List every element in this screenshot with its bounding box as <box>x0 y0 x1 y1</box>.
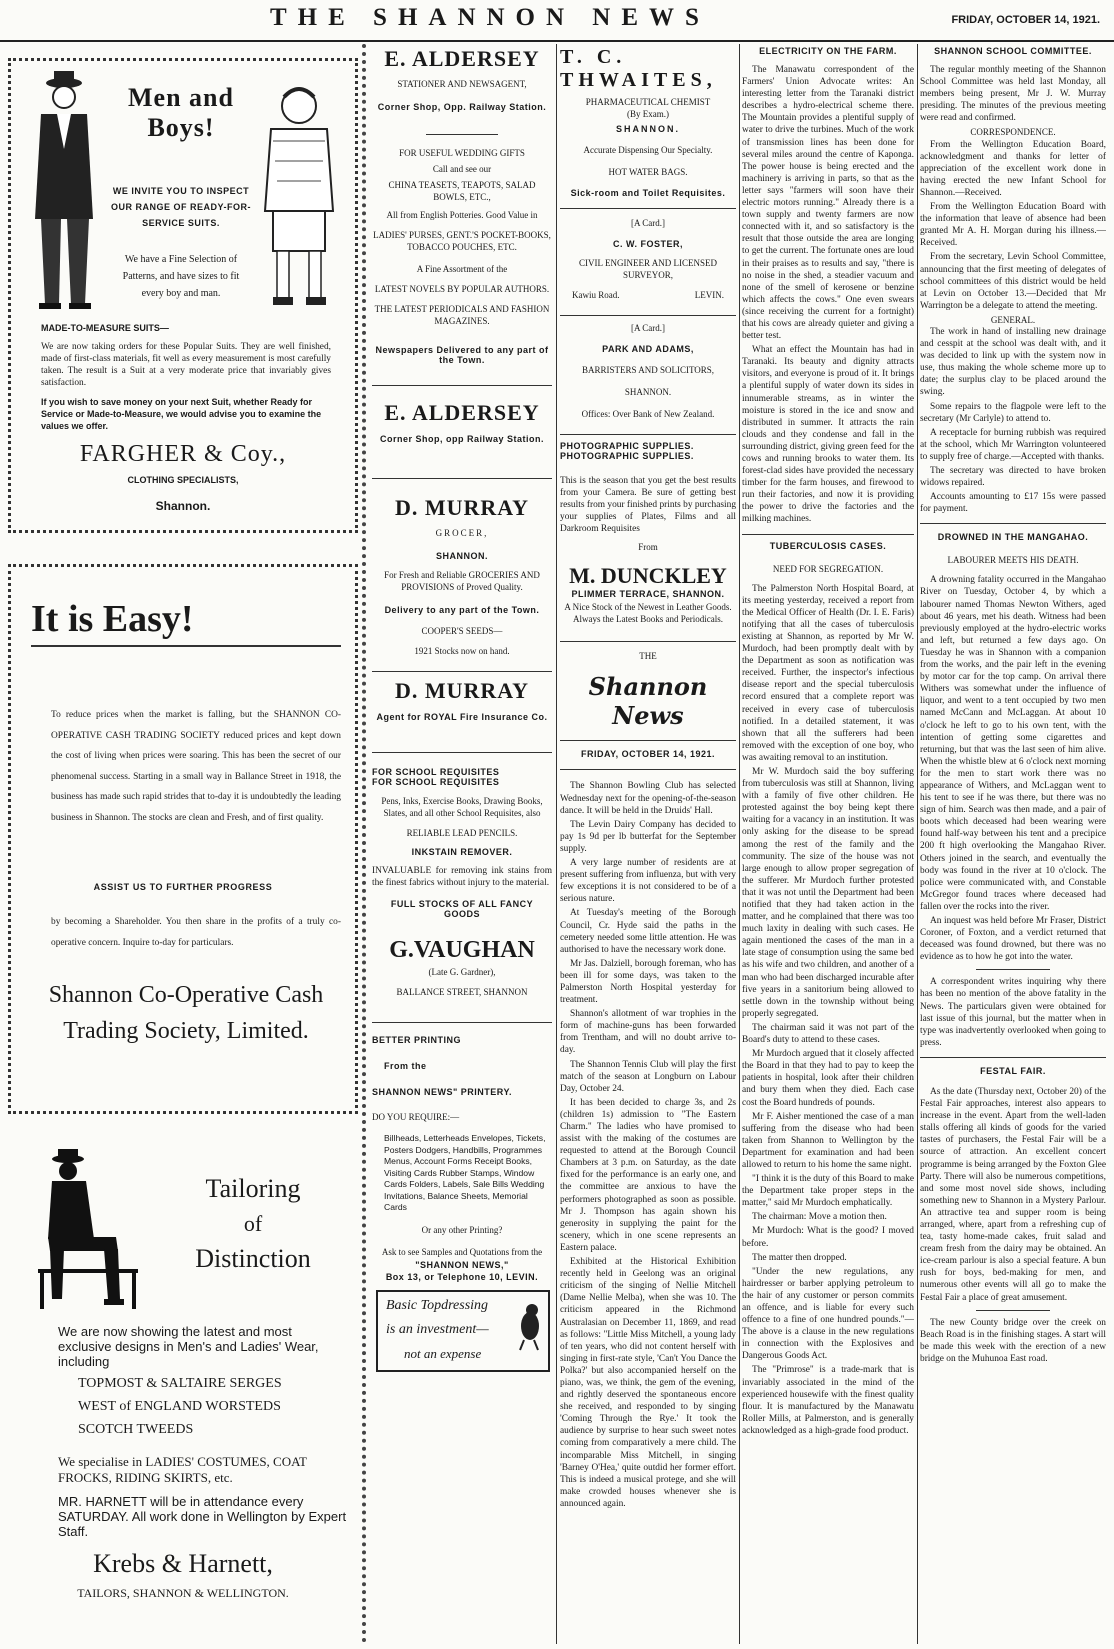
news-item: The Levin Dairy Company has decided to pay 1s 9d per lb butterfat for the September supply. <box>560 819 736 854</box>
festal-article <box>920 1086 1106 1365</box>
krebs-sub: TAILORS, SHANNON & WELLINGTON. <box>77 1586 289 1600</box>
aldersey-address-2: Corner Shop, opp Railway Station. <box>379 434 544 444</box>
photo-heading-1: PHOTOGRAPHIC SUPPLIES. <box>560 441 694 451</box>
seated-man-silhouette-icon <box>28 1149 148 1314</box>
barristers: BARRISTERS AND SOLICITORS, <box>581 365 715 375</box>
flag-the: THE <box>639 651 657 662</box>
krebs-name: Krebs & Harnett, <box>93 1549 273 1578</box>
article-paragraph: The new County bridge over the creek on Beach Road is in the finishing stages. A start will be made this week with the erection of a new bridge on the Muhunoa East road. <box>920 1317 1106 1364</box>
box-telephone: Box 13, or Telephone 10, LEVIN. <box>385 1271 539 1282</box>
dunckley-address: PLIMMER TERRACE, SHANNON. <box>571 589 725 600</box>
boy-figure-icon <box>251 81 346 311</box>
thwaites-hot: HOT WATER BAGS. <box>608 167 688 177</box>
school-req-body: Pens, Inks, Exercise Books, Drawing Books, Slates, and all other School Requisites, also <box>381 796 543 818</box>
fargher-town: Shannon. <box>155 499 211 513</box>
photo-from: From <box>638 542 658 553</box>
novels-line: LATEST NOVELS BY POPULAR AUTHORS. <box>374 284 550 294</box>
column-divider <box>362 44 370 1644</box>
krebs-line-3: SCOTCH TWEEDS <box>78 1422 194 1437</box>
article-paragraph: The matter then dropped. <box>752 1252 847 1263</box>
article-paragraph: "Under the new regulations, any hairdresser or barber applying petroleum to the hair of any customer or person commits an offence, and is liable for every such offence to a fine of one hundred pounds."—The above is a clause in the new regulations in connection with the Explosives and Dangerous Goods Act. <box>742 1266 914 1362</box>
require-heading: DO YOU REQUIRE:— <box>372 1112 460 1123</box>
park-offices: Offices: Over Bank of New Zealand. <box>581 409 715 419</box>
coop-assist-body: by becoming a Shareholder. You then share in the profits of a truly co-operative concern. Inquire to-day for particulars. <box>51 917 341 948</box>
coop-title: It is Easy! <box>31 598 194 640</box>
murray-delivery: Delivery to any part of the Town. <box>384 605 540 615</box>
article-paragraph: The work in hand of installing new drainage and cesspit at the school was dealt with, and it was decided to link up with the system now in use, thus making the whole scheme more up to date; the surplus clay to be placed around the swing. <box>920 326 1106 398</box>
electricity-heading: ELECTRICITY ON THE FARM. <box>759 46 897 56</box>
electricity-article <box>742 64 914 526</box>
article-paragraph: As the date (Thursday next, October 20) of the Festal Fair approaches, interest also appears to increase in the event. Apart from the well-laden stalls offering all kinds of goods for the varied tastes of purchasers, the Festal Fair will be a source of attraction. An excellent concert programme is being arranged by the Foxton Glee Party. There will also be numerous competitions, and some most novel side shows, including something new to Shannon in a Mystery Parlour. An attractive tea and supper room is being arranged, where, apart from a refreshing cup of tea, tasty home-made cakes, fruit salad and cream fresh from the dairy may be obtained. An ice-cream parlour is also a special feature. A bun rush for boys, bed-making for men, and numerous other events will all go to make the Festal Fair a place of great amusement. <box>920 1086 1106 1303</box>
murray-name-2: D. MURRAY <box>394 678 530 703</box>
murray-seeds: COOPER'S SEEDS— <box>421 626 503 636</box>
topdressing-line-1: Basic Topdressing <box>386 1297 489 1313</box>
vaughan-sub: (Late G. Gardner), <box>428 967 496 978</box>
school-committee-heading: SHANNON SCHOOL COMMITTEE. <box>934 46 1092 56</box>
article-paragraph: A correspondent writes inquiring why there has been no mention of the above fatality in the News. The particulars given were obtained for last issue of this journal, but the matter when in type was inadvertently overlooked when going to press. <box>920 977 1106 1048</box>
rule <box>920 523 1106 524</box>
krebs-t1: Tailoring <box>205 1174 301 1203</box>
gifts-heading: FOR USEFUL WEDDING GIFTS <box>399 148 525 158</box>
card-label: [A Card.] <box>631 218 665 228</box>
papers-delivered: Newspapers Delivered to any part of the Town. <box>375 345 549 365</box>
fargher-mtm-heading: MADE-TO-MEASURE SUITS— <box>41 323 169 333</box>
fargher-invite: WE INVITE YOU TO INSPECT OUR RANGE OF READY-FOR-SERVICE SUITS. <box>111 186 252 228</box>
aldersey-address: Corner Shop, Opp. Railway Station. <box>377 102 547 112</box>
article-paragraph: A drowning fatality occurred in the Mangahao River on Tuesday, October 4, by which a labourer named Thomas Newton Withers, aged about 46 years, met his death. Witness had been previously employed at the hydro-electric works and left, but returned a few days ago. On Tuesday he was in Shannon with a companion from the works, and the pair left in the evening by motor car for the top camp. On arrival there Withers was somewhat under the influence of liquor, and went to a tent occupied by two men named McCann and McLaggan. At about 10 o'clock he left to go to his own tent, with the intention of getting some cigarettes and returning, but that was the last seen of him alive. When the whistle blew at 6 o'clock next morning for the men to start work there was no appearance of Withers, and McLaggan went to his tent to see if he was there, but there was no sign of him. Search was then made, and a pair of boots which deceased had been wearing were found half-way between his tent and a precipice 200 ft high overlooking the Mangahao River. Others joined in the search, and eventually the body was found in the river at 10 o'clock. The police were communicated with, and Constable McGregor found traces where deceased had fallen over the rocks into the river. <box>920 575 1106 912</box>
news-item: The Shannon Bowling Club has selected Wednesday next for the opening-of-the-season dance. It will be held in the Druids' Hall. <box>560 781 736 816</box>
school-req-2: FOR SCHOOL REQUISITES <box>372 777 500 787</box>
ask-samples: Ask to see Samples and Quotations from the <box>381 1246 543 1257</box>
rule <box>560 208 736 209</box>
topdressing-line-3: not an expense <box>404 1345 482 1361</box>
article-paragraph: A receptacle for burning rubbish was required at the school, which Mr Warrington volunteered to supply free of charge.—Accepted with thanks. <box>920 427 1106 462</box>
thwaites-name: T. C. THWAITES, <box>560 46 717 91</box>
china-line: CHINA TEASETS, TEAPOTS, SALAD BOWLS, ETC., <box>388 180 536 202</box>
column-divider <box>917 44 918 1644</box>
tuberculosis-heading: TUBERCULOSIS CASES. <box>769 540 887 551</box>
article-paragraph: An inquest was held before Mr Fraser, District Coroner, of Foxton, and a verdict returned that deceased was found drowned, but there was no evidence as to how he got into the water. <box>920 916 1106 963</box>
news-item: The Shannon Tennis Club will play the first match of the season at Longburn on Labour Day, October 24. <box>560 1059 736 1094</box>
rule <box>560 315 736 316</box>
fargher-name: FARGHER & Coy., <box>79 441 287 467</box>
drowned-article <box>920 574 1106 1049</box>
coop-name: Shannon Co-Operative Cash Trading Society, Limited. <box>48 982 324 1044</box>
purses-line: LADIES' PURSES, GENT.'S POCKET-BOOKS, TOBACCO POUCHES, ETC. <box>373 230 551 252</box>
flag-title: Shannon News <box>588 672 708 731</box>
thwaites-sick: Sick-room and Toilet Requisites. <box>570 188 726 198</box>
masthead <box>0 0 1114 42</box>
fargher-mtm-body: We are now taking orders for these Popular Suits. They are well finished, made of first-class materials, fit well as every measurement is most carefully taken. The result is a Suit at a very moderate price that invariably gives satisfaction. <box>41 342 331 389</box>
fargher-ad <box>8 58 358 533</box>
dunckley-body: A Nice Stock of the Newest in Leather Goods. Always the Latest Books and Periodicals. <box>564 602 732 625</box>
rule <box>742 534 914 535</box>
vaughan-address: BALLANCE STREET, SHANNON <box>396 987 528 998</box>
printing-list: Billheads, Letterheads Envelopes, Tickets, Posters Dodgers, Handbills, Programmes Menus, Account Forms Receipt Books, Visiting Cards Rubber Stamps, Window Cards Folders, Labels, Sale Bills Wedding Invitations, Balance Sheets, Memorial Cards <box>384 1133 546 1213</box>
column-5 <box>920 44 1106 1644</box>
dunckley-name: M. DUNCKLEY <box>569 563 727 589</box>
krebs-harnett-ad <box>8 1149 358 1639</box>
thwaites-shannon: SHANNON. <box>615 124 680 134</box>
correspondence-subhead: CORRESPONDENCE. <box>970 127 1056 138</box>
ink-remover: INKSTAIN REMOVER. <box>411 847 513 857</box>
rule <box>372 385 552 386</box>
coop-rule <box>31 645 341 647</box>
murray-grocer: GROCER, <box>435 528 489 538</box>
article-paragraph: Mr W. Murdoch said the boy suffering from tuberculosis was still at Shannon, living with a family of five other children. He protested against the boy being kept there waiting for a vacancy in an institution. It was only asking for the disease to be spread among the rest of the family and the community. The size of the house was not large enough to allow proper segregation of the sufferer. Mr Murdoch further protested that it was not until the Department had been notified that they had taken action in the matter, and he complained that there was too much laxity in dealing with such cases. He again mentioned the cases of the man in a late stage of consumption using the same bed as his wife and two children, and another of a man who had been discharged incurable after five years in a sanitorium being allowed to settle down in the township without being properly segregated. <box>742 766 914 1019</box>
murray-seeds-sub: 1921 Stocks now on hand. <box>414 646 510 656</box>
news-item: At Tuesday's meeting of the Borough Council, Cr. Hyde said the paths in the cemetery needed some little attention. He was authorised to have the necessary work done. <box>560 908 736 955</box>
article-paragraph: Mr F. Aisher mentioned the case of a man suffering from the disease who had been taken from Shannon to Wellington by the Department for examination and had been allowed to return to his home the same night. <box>742 1111 914 1170</box>
printing-from: From the <box>384 1061 427 1072</box>
fargher-title: Men and Boys! <box>128 83 234 142</box>
topdressing-line-2: is an investment— <box>386 1321 489 1337</box>
rule <box>560 740 736 741</box>
article-paragraph: The secretary was directed to have broken widows repaired. <box>920 466 1106 489</box>
levin: LEVIN. <box>694 290 724 300</box>
bird-icon <box>516 1302 544 1352</box>
coop-assist: ASSIST US TO FURTHER PROGRESS <box>93 882 273 892</box>
periodicals-line: THE LATEST PERIODICALS AND FASHION MAGAZINES. <box>374 304 550 326</box>
vaughan-name: G.VAUGHAN <box>389 937 535 964</box>
school-req-1: FOR SCHOOL REQUISITES <box>372 767 500 777</box>
column-1-ads <box>8 44 362 1644</box>
news-column-3 <box>560 780 736 1510</box>
park-shannon: SHANNON. <box>624 387 672 397</box>
flag-date: FRIDAY, OCTOBER 14, 1921. <box>580 749 716 760</box>
foster-address <box>560 289 736 301</box>
article-paragraph: From the Wellington Education Board with the information that leave of absence had been granted Mr A. H. Morgan during his illness.—Received. <box>920 202 1106 249</box>
murray-name: D. MURRAY <box>394 495 530 520</box>
article-paragraph: The chairman said it was not part of the Board's duty to attend to these cases. <box>742 1022 914 1046</box>
china-sub: All from English Potteries. Good Value in <box>386 210 538 220</box>
lead-pencils: RELIABLE LEAD PENCILS. <box>406 828 518 838</box>
school-committee-article <box>920 64 1106 515</box>
fargher-save: If you wish to save money on your next Suit, whether Ready for Service or Made-to-Measure, we would advise you to examine the values we offer. <box>41 397 322 431</box>
fargher-specialists: CLOTHING SPECIALISTS, <box>127 475 239 485</box>
drowned-subheading: LABOURER MEETS HIS DEATH. <box>947 555 1079 566</box>
article-paragraph: The Palmerston North Hospital Board, at its meeting yesterday, received a report from the Medical Officer of Health (Dr. I. E. Faris) notifying that all the cases of tuberculosis existing at Shannon, as reported by Mr W. Murdoch, had been promptly dealt with by the Department as soon as notification was received. Further, the inspector's infectious disease report and the special tuberculosis record ensured that a complete report was received in every case of tuberculosis notified. In a detailed statement, it was shown that all the sufferers had been removed with the exception of one boy, who was awaiting removal to an institution. <box>742 583 914 763</box>
krebs-harnett: MR. HARNETT will be in attendance every SATURDAY. All work done in Wellington by Expert Staff. <box>58 1494 347 1539</box>
printery: SHANNON NEWS" PRINTERY. <box>372 1087 512 1098</box>
sn-name: "SHANNON NEWS," <box>415 1259 509 1270</box>
column-2-ads <box>372 44 552 1644</box>
novels-intro: A Fine Assortment of the <box>416 264 508 274</box>
card-label-2: [A Card.] <box>631 323 665 333</box>
tuberculosis-article <box>742 583 914 1437</box>
aldersey-sub: STATIONER AND NEWSAGENT, <box>397 79 527 89</box>
news-item: Exhibited at the Historical Exhibition recently held in Geelong was an original criticism of the singing of Nellie Mitchell (Dame Nellie Melba), when she was 10. The criticism appeared in the Richmond Australasian on December 11, 1869, and read as follows: "Little Miss Mitchell, a young lady of ten years, who did not content herself with singing in first-rate style, 'Can't You Dance the Polka?' but also accompanied herself on the piano, was, we think, the gem of the evening, and rightly deserved the spontaneous encore she received, and responded to by singing 'Coming Through the Rye.' It took the audience by surprise to hear such sweet notes coming from comparatively a mere child. The incomparable Miss Mitchell, in singing 'Barney O'Hea,' quite outdid her former effort. This is indeed a musical protege, and she will make crowded houses whenever she is announced again. <box>560 1257 736 1509</box>
rule <box>560 769 736 770</box>
rule <box>560 434 736 435</box>
news-item: A very large number of residents are at present suffering from influenza, but with very few exceptions it is not considered to be of a serious nature. <box>560 858 736 905</box>
rule <box>372 1022 552 1023</box>
masthead-title: THE SHANNON NEWS <box>270 4 710 31</box>
gifts-sub: Call and see our <box>432 164 492 174</box>
general-subhead: GENERAL. <box>990 314 1036 325</box>
photo-body: This is the season that you get the best results from your Camera. Be sure of getting best results from your finished prints by purchasing your supplies of Plates, Films and all Darkroom Requisites <box>560 476 736 535</box>
foster-name: C. W. FOSTER, <box>612 239 683 249</box>
fargher-selection: We have a Fine Selection of Patterns, and have sizes to fit every boy and man. <box>122 254 240 299</box>
rule <box>560 641 736 642</box>
article-paragraph: Mr Murdoch argued that it closely affected the Board in that they had to pay to keep the patients in hospital, look after their children and bury them when they died. Each case cost the Board hundreds of pounds. <box>742 1049 914 1108</box>
article-paragraph: Mr Murdoch: What is the good? I moved before. <box>742 1226 914 1249</box>
krebs-line-1: TOPMOST & SALTAIRE SERGES <box>78 1376 282 1391</box>
murray-agent: Agent for ROYAL Fire Insurance Co. <box>376 712 548 722</box>
article-paragraph: "I think it is the duty of this Board to make the Department take proper steps in the matter," said Mr Murdoch emphatically. <box>742 1174 914 1209</box>
article-paragraph: From the Wellington Education Board, acknowledgment and thanks for letter of appreciation of the excellent work done in having erected the new Infant School for Shannon.—Received. <box>920 139 1106 198</box>
rule <box>372 752 552 753</box>
article-paragraph: The chairman: Move a motion then. <box>752 1212 887 1223</box>
news-item: Mr Jas. Dalziell, borough foreman, who has been ill for some days, was taken to the Palmerston North Hospital yesterday for treatment. <box>560 958 736 1006</box>
rule <box>920 1057 1106 1058</box>
other-printing: Or any other Printing? <box>421 1224 503 1235</box>
ink-body: INVALUABLE for removing ink stains from the finest fabrics without injury to the material. <box>372 866 552 889</box>
column-3 <box>560 44 736 1644</box>
krebs-t3: Distinction <box>195 1244 311 1273</box>
rule <box>372 671 552 672</box>
rule <box>372 478 552 479</box>
rule <box>976 969 1050 970</box>
kawiu-road: Kawiu Road. <box>572 290 620 300</box>
thwaites-accurate: Accurate Dispensing Our Specialty. <box>583 145 713 155</box>
rule <box>976 1310 1050 1311</box>
thwaites-exam: (By Exam.) <box>627 109 669 119</box>
murray-fresh: For Fresh and Reliable GROCERIES AND PROVISIONS of Proved Quality. <box>384 570 540 592</box>
fancy-goods: FULL STOCKS OF ALL FANCY GOODS <box>390 899 534 920</box>
article-paragraph: From the secretary, Levin School Committee, announcing that the first meeting of delegates of school committees of this district would be held at Levin on October 13.—Decided that Mr Warrington be a delegate to attend the meeting. <box>920 252 1106 311</box>
topdressing-ad <box>376 1290 550 1372</box>
krebs-line-2: WEST of ENGLAND WORSTEDS <box>78 1399 281 1414</box>
park-adams: PARK AND ADAMS, <box>602 344 694 354</box>
krebs-intro: We are now showing the latest and most exclusive designs in Men's and Ladies' Wear, including <box>58 1324 319 1369</box>
drowned-heading: DROWNED IN THE MANGAHAO. <box>937 532 1089 543</box>
thwaites-chem: PHARMACEUTICAL CHEMIST <box>585 97 711 107</box>
column-4 <box>742 44 914 1644</box>
murray-shannon: SHANNON. <box>435 551 488 561</box>
cooperative-ad <box>8 564 358 1114</box>
krebs-specialise: We specialise in LADIES' COSTUMES, COAT FROCKS, RIDING SKIRTS, etc. <box>58 1454 307 1485</box>
aldersey-name: E. ALDERSEY <box>384 46 540 71</box>
news-item: Shannon's allotment of war trophies in the form of machine-guns has been forwarded from Trentham, and will no doubt arrive to-day. <box>560 1009 736 1056</box>
article-paragraph: The Manawatu correspondent of the Farmers' Union Advocate writes: An interesting letter from the Taranaki district describes a hydro-electrical scheme there. The Mountain provides a plentiful supply of water to drive the turbines. Much of the work of transmission lines has been done for several miles around the centre of Kaponga. The power house is being erected and the machinery is arriving in parts, so that as the letter says "farmers will soon have their electric motors running." Already there is a town supply and twenty farmers are now connected with it, and so satisfactory is the result that those outside the area are longing to get the current. The fortunate ones are loud in their praises as to results and say, "there is no noise in the shed, a steadier vacuum and none of the smell of kerosene or benzine which affects the cows." One even swears (since receiving the current for a fortnight) that his cows are already quieter and giving a better test. <box>742 65 914 342</box>
news-item: It has been decided to charge 3s, and 2s (children 1s) admission to "The Eastern Charm." The ladies who have promised to assist with the making of the costumes are requested to attend at the Borough Council Chambers at 3 p.m. on Saturday, as the date fixed for the performance is an early one, and the committee are anxious to have the performers photographed as soon as possible. Mr J. Thompson has again shown his generosity in supplying the paint for the scenery, which in one scene represents an Eastern palace. <box>560 1097 736 1253</box>
rule <box>426 134 498 135</box>
tuberculosis-subheading: NEED FOR SEGREGATION. <box>772 563 884 574</box>
article-paragraph: The "Primrose" is a trade-mark that is invariably associated in the mind of the experienced housewife with the finest quality flour. It is manufactured by the Manawatu Roller Mills, at Palmerston, and is generally acknowledged as a high-grade food product. <box>742 1365 914 1436</box>
man-silhouette-icon <box>19 69 109 319</box>
aldersey-name-2: E. ALDERSEY <box>384 400 540 425</box>
article-paragraph: What an effect the Mountain has had in Taranaki. Its beauty and dignity attracts visitors, and everyone is proud of it. It brings a plentiful supply of water down its sides in innumerable streams, as in winter the moisture is stored in the ice and snow and distributed in summer. It attracts the rain clouds and they condense and fall in the surrounding district, giving green feed for the cows and running brooks to water them. Its forest-clad sides have provided the necessary timber for the farm houses, and firewood to run their factories, and now it is providing the power to drive the factories and the milking machines. <box>742 345 914 525</box>
masthead-date: FRIDAY, OCTOBER 14, 1921. <box>951 14 1100 26</box>
coop-body: To reduce prices when the market is falling, but the SHANNON CO-OPERATIVE CASH TRADING SOCIETY reduced prices and kept down the cost of living when prices were soaring. This has been the secret of our phenomenal success. Starting in a small way in Ballance Street in 1918, the business has made such rapid strides that to-day it is undoubtedly the leading business in Shannon. The stocks are clean and Fresh, and of first quality. <box>51 710 341 823</box>
article-paragraph: The regular monthly meeting of the Shannon School Committee was held last Monday, all members being present, Mr J. W. Murray presiding. The minutes of the previous meeting were read and confirmed. <box>920 65 1106 124</box>
krebs-t2: of <box>243 1211 263 1236</box>
article-paragraph: Some repairs to the flagpole were left to the secretary (Mr Carlyle) to attend to. <box>920 401 1106 424</box>
better-printing: BETTER PRINTING <box>372 1035 462 1046</box>
foster-civil: CIVIL ENGINEER AND LICENSED SURVEYOR, <box>579 258 717 280</box>
article-paragraph: Accounts amounting to £17 15s were passed for payment. <box>920 492 1106 515</box>
photo-heading-2: PHOTOGRAPHIC SUPPLIES. <box>560 451 694 461</box>
festal-heading: FESTAL FAIR. <box>980 1065 1046 1076</box>
column-divider <box>739 44 740 1644</box>
column-divider <box>556 44 557 1644</box>
